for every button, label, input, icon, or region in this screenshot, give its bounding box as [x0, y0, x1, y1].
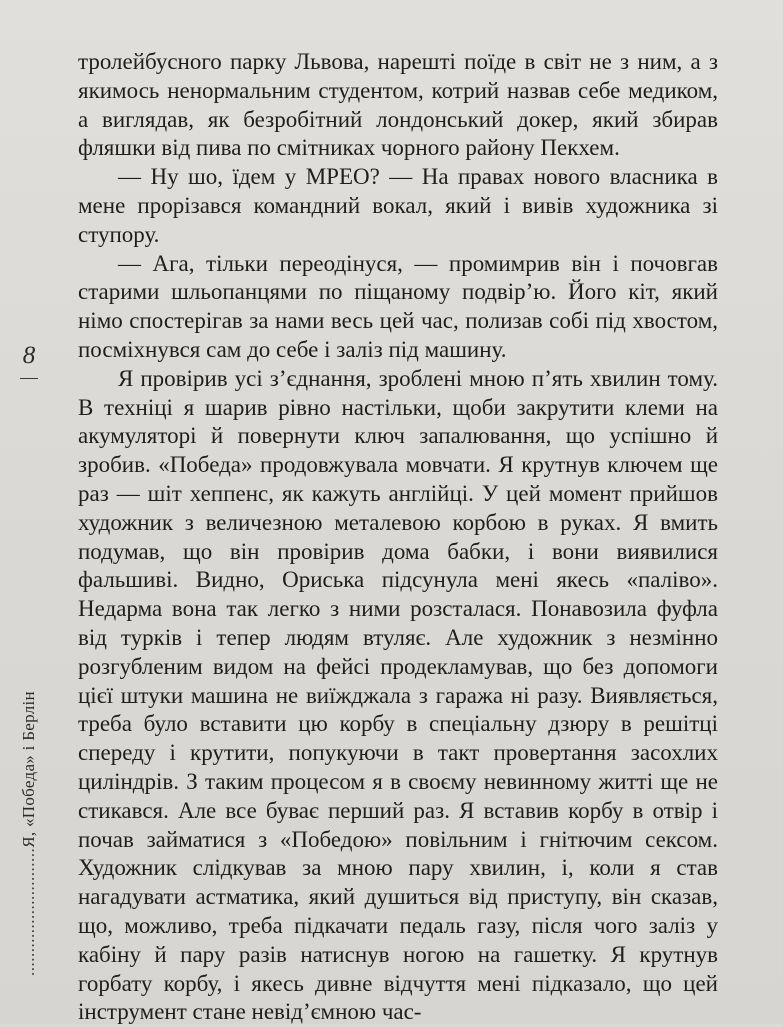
running-head-title: [14, 386, 44, 976]
book-title: Я, «Победа» і Берлін: [19, 691, 38, 848]
paragraph-4: Я провірив усі з’єднання, зроблені мною п’ять хвилин тому. В техніці я шарив рівно настільки, щоби закрутити клеми на акумуляторі й повернути ключ запалювання, що успішно й зробив. «Победа» продовжувала мовчати. Я крутнув ключем ще раз — шіт хеппенс, як кажуть англійці. У цей момент прийшов художник з величезною металевою корбою в руках. Я вмить подумав, що він провірив дома бабки, і вони виявилися фальшиві. Видно, Ориська підсунула мені якесь «паліво». Недарма вона так легко з ними розсталася. Понавозила фуфла від турків і тепер людям втуляє. Але художник з незмінно розгубленим видом на фейсі продекламував, що без допомоги цієї штуки машина не виїжджала з гаража ні разу. Виявляється, треба було вставити цю корбу в спеціальну дзюру в решітці спереду і крутити, попукуючи в такт провертання засохлих циліндрів. З таким процесом я в своєму невинному житті ще не стикався. Але все буває перший раз. Я вставив корбу в отвір і почав займатися з «Победою» повільним і гнітючим сексом. Художник слідкував за мною пару хвилин, і, коли я став нагадувати астматика, який душиться від приступу, він сказав, що, можливо, треба підкачати педаль газу, після чого заліз у кабіну й пару разів натиснув ногою на гашетку. Я крутнув горбату корбу, і якесь дивне відчуття мені підказало, що цей інструмент стане невід’ємною час-: [78, 365, 718, 1025]
page-number: 8: [22, 342, 36, 369]
running-head-dots: ...........................: [19, 847, 38, 976]
running-head: [14, 342, 44, 982]
paragraph-3: — Ага, тільки переодінуся, — промимрив він і почовгав старими шльопанцями по піщаному подвір’ю. Його кіт, який німо спостерігав за нами весь цей час, полизав собі під хвостом, посміхнувся сам до себе і заліз під машину.: [78, 250, 718, 362]
paragraph-1: тролейбусного парку Львова, нарешті поїде в світ не з ним, а з якимось ненормальним студентом, котрий назвав себе медиком, а виглядав, як безробітний лондонський докер, який збирав фляшки від пива по смітниках чорного району Пекхем.: [78, 49, 718, 161]
running-head-rule: [20, 378, 38, 379]
body-text: [78, 48, 718, 1027]
paragraph-2: — Ну шо, їдем у МРЕО? — На правах нового власника в мене прорізався командний вокал, який і вивів художника зі ступору.: [78, 164, 718, 247]
